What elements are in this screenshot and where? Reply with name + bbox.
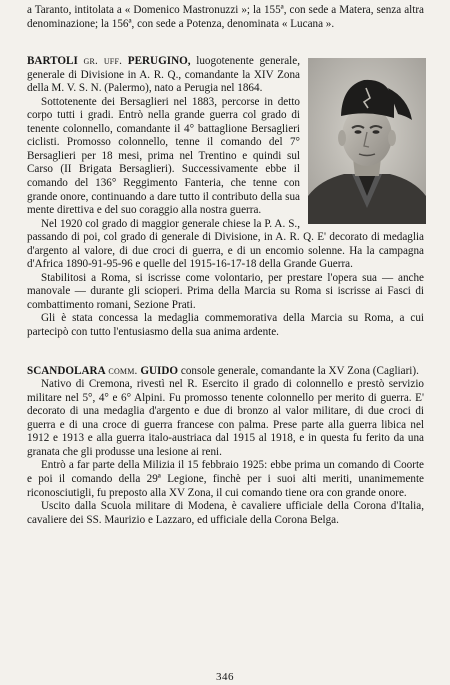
- bartoli-paragraph: Gli è stata concessa la medaglia commemorativa della Marcia su Roma, a cui partecipò con tutto l'entusiasmo della sua anima ardente.: [27, 312, 424, 339]
- bartoli-paragraph: Nel 1920 col grado di maggior generale chiese la P. A. S., passando di poi, col grado di generale di Divisione, in A. R. Q. E' decorato di medaglia d'argento al valore, di due croci di guerra, e di un encomio solenne. Ha la campagna d'Africa 1890-91-95-96 e quelle del 1915-16-17-18 della Grande Guerra.: [27, 217, 424, 271]
- bartoli-lead-text: luogotenente generale, generale di Divisione in A. R. Q., comandante la XIV Zona della M. V. S. N. (Palermo), nato a Perugia nel 1864.: [27, 55, 300, 95]
- scandolara-given-name: GUIDO: [140, 364, 179, 377]
- section-spacer: [27, 31, 424, 55]
- scandolara-entry-lead: [27, 365, 424, 379]
- bartoli-honors: gr. uff.: [83, 55, 123, 68]
- bartoli-paragraph: Sottotenente dei Bersaglieri nel 1883, percorse in detto corpo tutti i gradi. Entrò nella grande guerra col grado di tenente colonnello, comandante il 4° battaglione Bersaglieri ciclisti. Promosso colonnello, tenne il comando del 7° Bersaglieri per 18 mesi, prima nel Trentino e quindi sul Carso (II Brigata Bersaglieri). Successivamente ebbe il comando del 136° Reggimento Fanteria, che tenne con grande onore, continuando a dare tutto il contributo della sua mente direttiva e del suo coraggio alla nostra guerra.: [27, 95, 300, 217]
- section-spacer: [27, 340, 424, 365]
- scandolara-lead-text: console generale, comandante la XV Zona (Cagliari).: [180, 364, 419, 377]
- portrait-image: [308, 58, 426, 224]
- scandolara-paragraph: Entrò a far parte della Milizia il 15 febbraio 1925: ebbe prima un comando di Coorte e poi il comando della 29ª Legione, finchè per i suoi alti meriti, unanimemente riconosciutigli, fu preposto alla XV Zona, il cui comando tiene ora con grande onore.: [27, 459, 424, 499]
- page-number: 346: [216, 671, 234, 684]
- portrait-photo: [308, 58, 426, 224]
- scandolara-paragraph: Uscito dalla Scuola militare di Modena, è cavaliere ufficiale della Corona d'Italia, cavaliere dei SS. Maurizio e Lazzaro, ed ufficiale della Corona Belga.: [27, 500, 424, 526]
- scandolara-surname: SCANDOLARA: [27, 364, 106, 377]
- bartoli-surname: BARTOLI: [27, 55, 78, 68]
- intro-paragraph: a Taranto, intitolata a « Domenico Mastronuzzi »; la 155ª, con sede a Matera, senza altra denominazione; la 156ª, con sede a Potenza, denominata « Lucana ».: [27, 4, 424, 30]
- bartoli-paragraph: Stabilitosi a Roma, si iscrisse come volontario, per prestare l'opera sua — anche manovale — durante gli scioperi. Prima della Marcia su Roma si iscrisse ai Fasci di combattimento romani, Sezione Prati.: [27, 271, 424, 311]
- scandolara-paragraph: Nativo di Cremona, rivestì nel R. Esercito il grado di colonnello e prestò servizio militare nel 5°, 4° e 6° Alpini. Fu promosso tenente colonnello per merito di guerra. E' decorato di una medaglia d'argento e due di bronzo al valor militare, di due croci di guerra e di una croce di guerra francese con palma. Prese parte alla guerra libica nel 1912 e 1913 e alla guerra italo-austriaca dal 1915 al 1918, e in questa fu ferito da una granata che gli produsse una lesione ai reni.: [27, 378, 424, 458]
- scandolara-honors: comm.: [108, 364, 138, 377]
- bartoli-given-name: PERUGINO,: [127, 55, 191, 68]
